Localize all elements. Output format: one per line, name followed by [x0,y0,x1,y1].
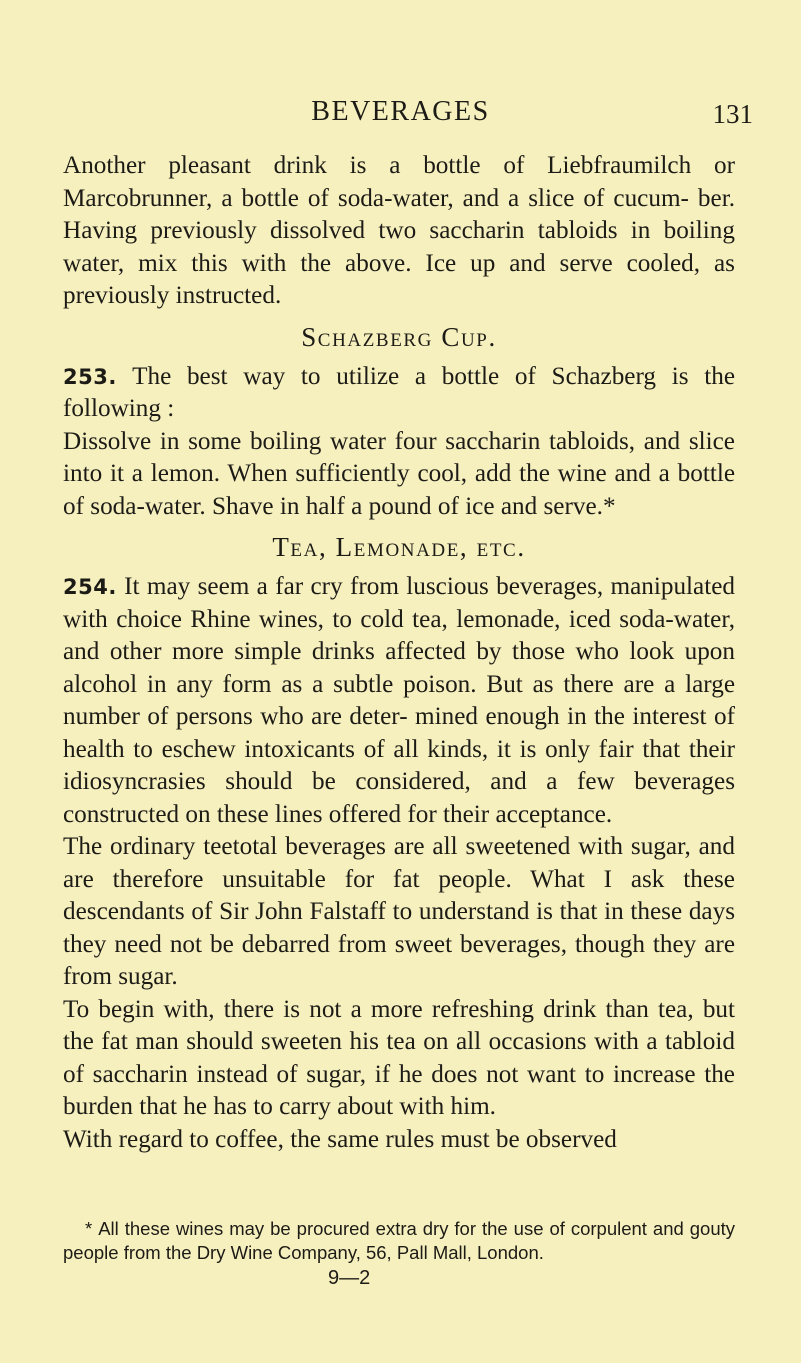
page-number: 131 [712,99,753,129]
section-254-paragraph-3: To begin with, there is not a more refreshing drink than tea, but the fat man should sweeten his tea on all occasions with a tabloid of saccharin instead of sugar, if he does not want to increase the burden that he has to carry about with him. [63,995,735,1120]
footnote [63,1217,735,1264]
section-heading-tea-lemonade: Tea, Lemonade, etc. [272,532,526,562]
page-body [63,150,735,1156]
signature-mark: 9—2 [328,1267,371,1289]
footnote-text: All these wines may be procured extra dry for the use of corpulent and gouty people from the Dry Wine Company, 56, Pall Mall, London. [63,1218,735,1263]
section-254-paragraph-4: With regard to coffee, the same rules must be observed [63,1125,617,1153]
paragraph-text: It may seem a far cry from luscious beverages, manipulated with choice Rhine wines, to cold tea, lemonade, iced soda-water, and other more simple drinks affected by those who look upon alcohol in any form as a subtle poison. But as there are a large number of persons who are deter- mined enough in the interest of health to eschew intoxicants of all kinds, it is only fair that their idiosyncrasies should be considered, and a few beverages constructed on these lines offered for their acceptance. [63,573,735,828]
intro-paragraph: Another pleasant drink is a bottle of Liebfraumilch or Marcobrunner, a bottle of soda-water, and a slice of cucum- ber. Having previously dissolved two saccharin tabloids in boiling water, mix this with the above. Ice up and serve cooled, as previously instructed. [63,152,735,309]
section-254-paragraph-2: The ordinary teetotal beverages are all sweetened with sugar, and are therefore unsuitable for fat people. What I ask these descendants of Sir John Falstaff to understand is that in these days they need not be debarred from sweet beverages, though they are from sugar. [63,833,735,990]
section-253-paragraph-1 [63,361,735,426]
footnote-marker: * [85,1218,93,1239]
recipe-number: 253. [63,364,117,389]
section-253-paragraph-2: Dissolve in some boiling water four saccharin tabloids, and slice into it a lemon. When sufficiently cool, add the wine and a bottle of soda-water. Shave in half a pound of ice and serve.* [63,427,735,520]
recipe-number: 254. [63,575,117,599]
page-header [0,96,801,138]
section-heading-schazberg-cup: Schazberg Cup. [301,321,497,352]
section-254-paragraph-1 [63,571,735,831]
paragraph-text: The best way to utilize a bottle of Schazberg is the following : [63,362,736,422]
running-head: BEVERAGES [311,96,490,127]
